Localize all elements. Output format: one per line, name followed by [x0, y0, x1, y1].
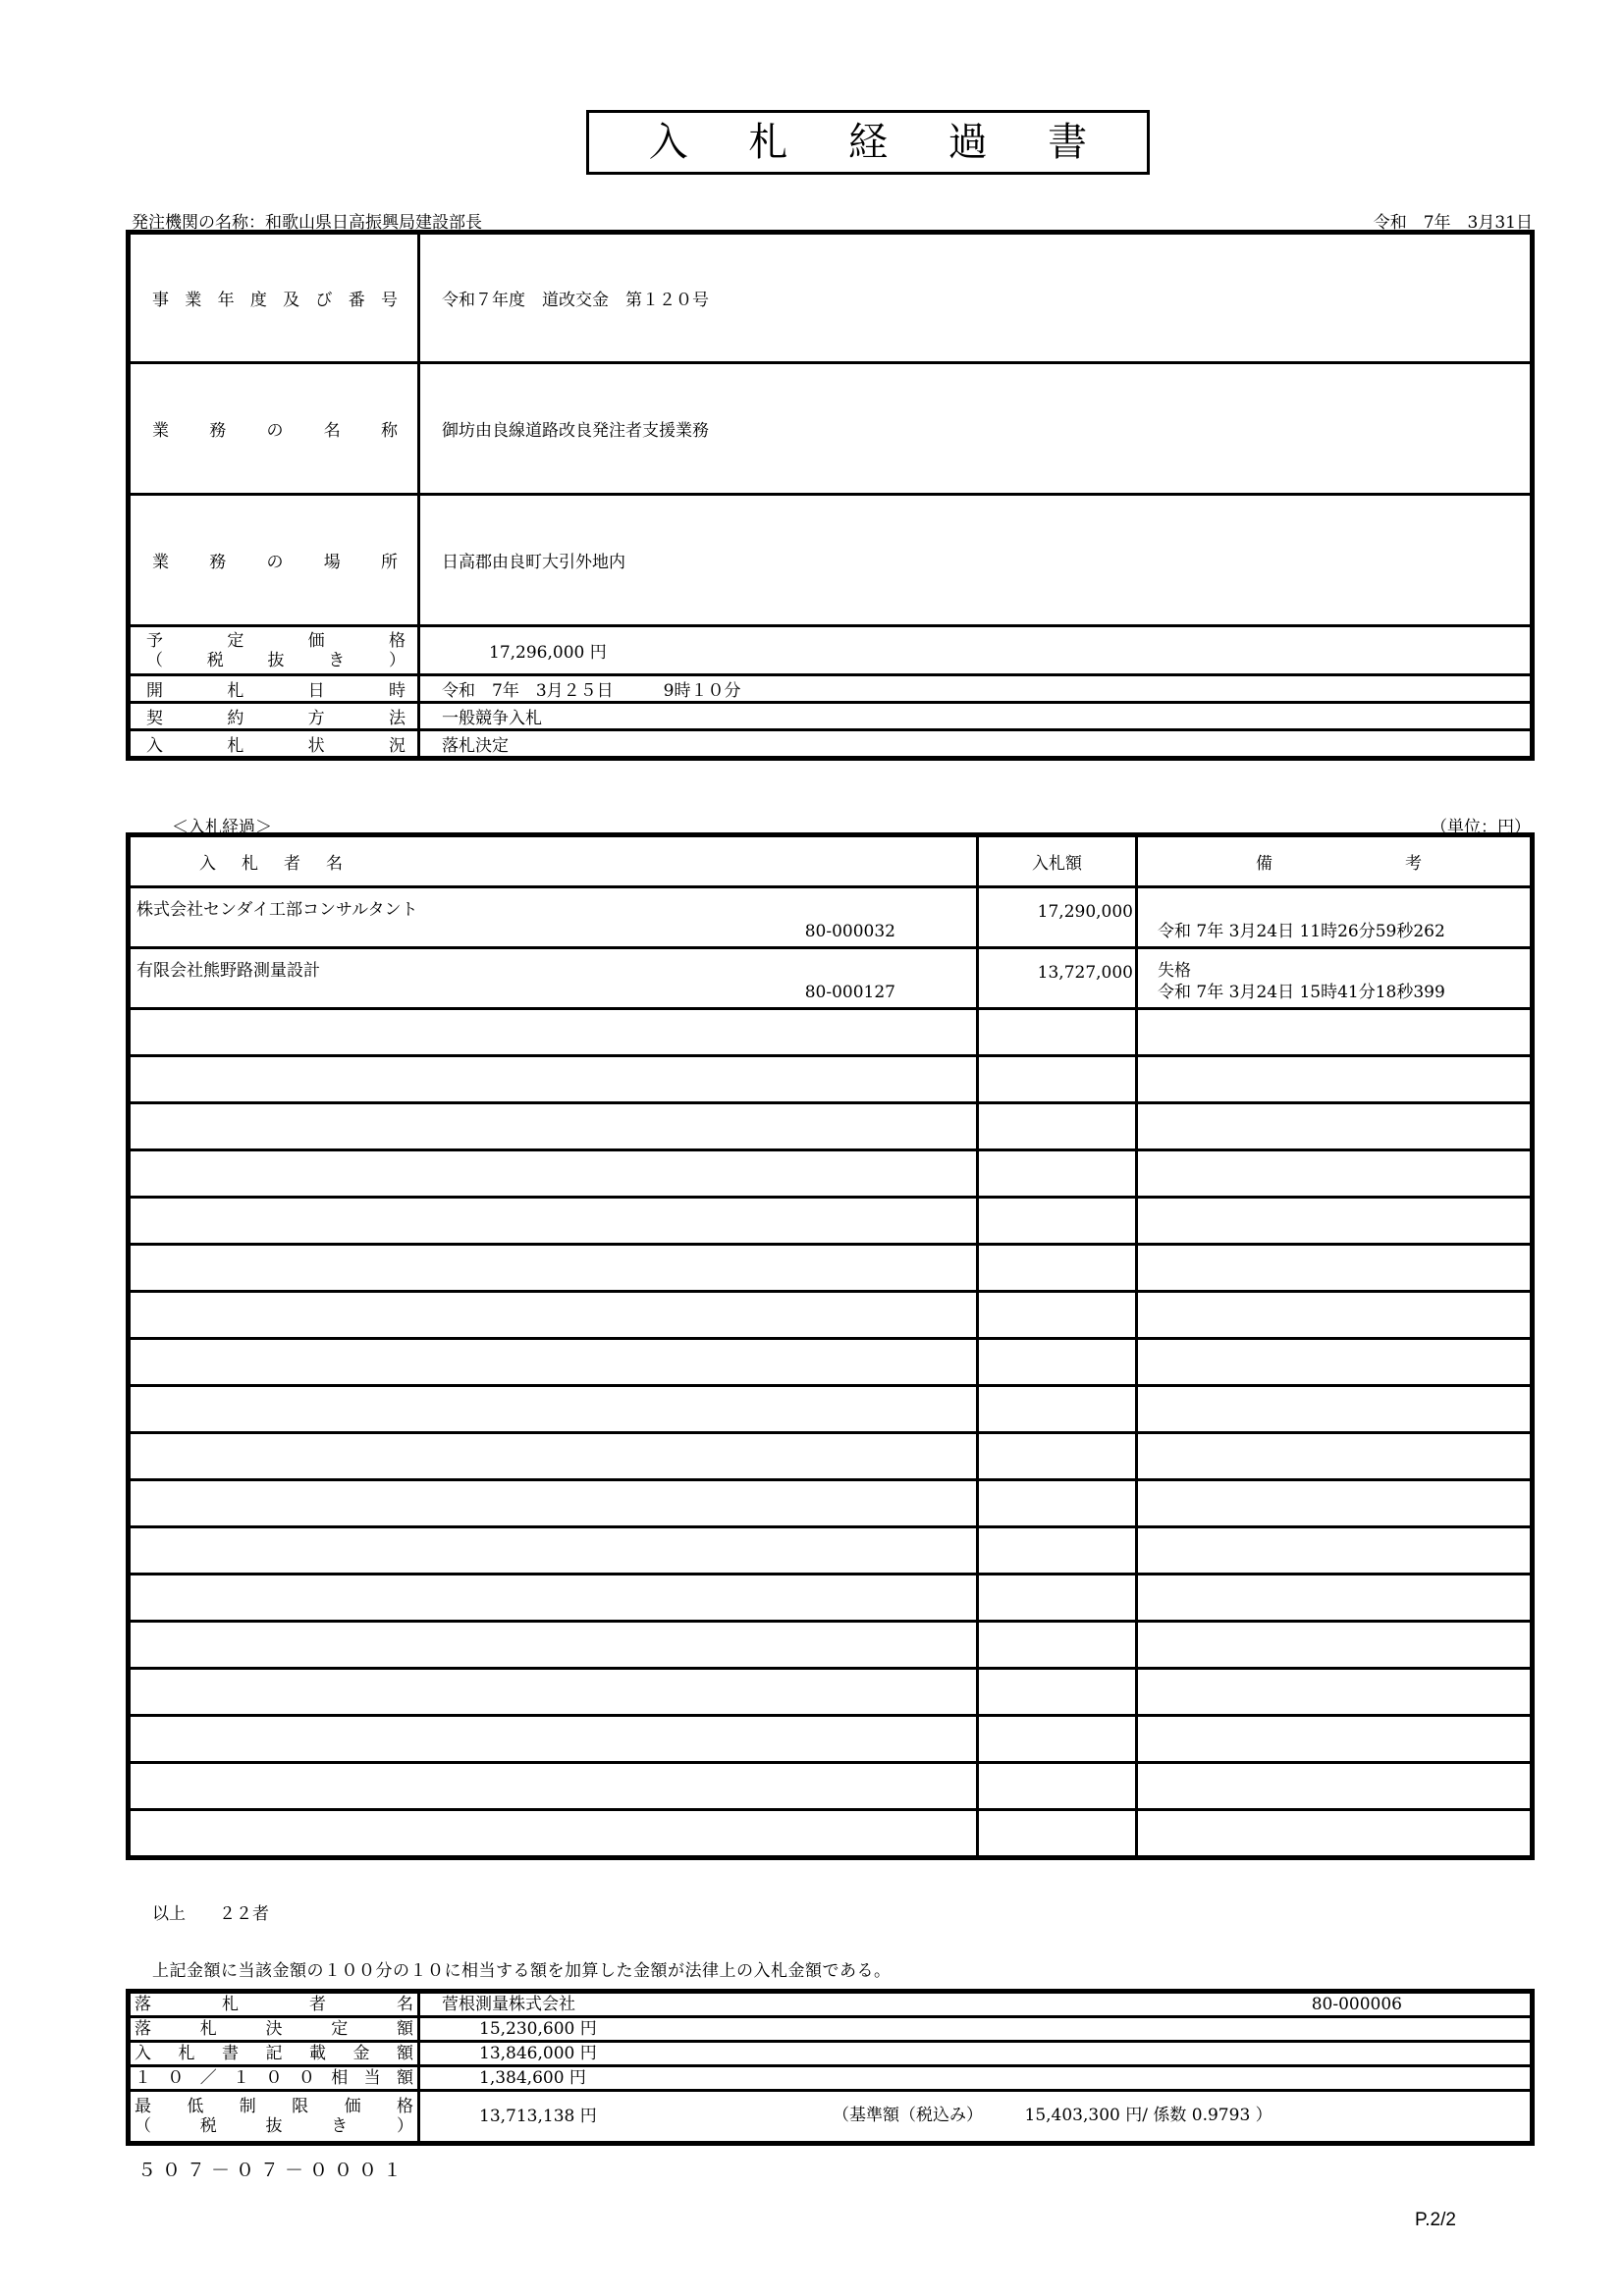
- table-row-empty: [129, 1575, 1533, 1622]
- empty-cell: [1137, 1056, 1533, 1103]
- empty-cell: [978, 1103, 1137, 1150]
- bidder-count: 以上 ２２者: [152, 1904, 269, 1924]
- empty-cell: [978, 1527, 1137, 1575]
- title-char: 過: [947, 120, 988, 165]
- label-task-location: 業 務 の 場 所: [152, 553, 398, 572]
- info-row-task-name: [129, 363, 1533, 495]
- task-name-value: 御坊由良線道路改良発注者支援業務: [419, 363, 1533, 495]
- empty-cell: [978, 1386, 1137, 1433]
- empty-cell: [129, 1433, 978, 1480]
- title-char: 経: [847, 120, 888, 165]
- info-row-planned-price: [129, 626, 1533, 675]
- bidder-code: 80-000127: [804, 983, 895, 1002]
- bid-table-header: [129, 835, 1533, 887]
- empty-cell: [978, 1198, 1137, 1245]
- empty-cell: [978, 1763, 1137, 1810]
- empty-cell: [1137, 1763, 1533, 1810]
- empty-cell: [1137, 1716, 1533, 1763]
- summary-row-min-price: [129, 2091, 1533, 2144]
- table-row-empty: [129, 1527, 1533, 1575]
- table-row-empty: [129, 1386, 1533, 1433]
- empty-cell: [129, 1339, 978, 1386]
- table-row-empty: [129, 1716, 1533, 1763]
- empty-cell: [978, 1433, 1137, 1480]
- title-char: 札: [748, 120, 788, 165]
- empty-cell: [1137, 1480, 1533, 1527]
- unit-label: （単位：円）: [1431, 818, 1531, 837]
- winner-code: 80-000006: [1311, 1995, 1402, 2014]
- empty-cell: [978, 1245, 1137, 1292]
- planned-price-value: 17,296,000 円: [419, 626, 1533, 675]
- summary-row-award-amount: [129, 2017, 1533, 2042]
- document-code: ５０７－０７－０００１: [137, 2160, 408, 2181]
- table-row: [129, 948, 1533, 1009]
- min-price-basis: （基準額（税込み） 15,403,300 円/ 係数 0.9793 ）: [833, 2106, 1272, 2125]
- label-opening-datetime: 開 札 日 時: [146, 681, 406, 701]
- remark-timestamp: 令和 7年 3月24日 15時41分18秒399: [1158, 983, 1445, 1002]
- empty-cell: [129, 1763, 978, 1810]
- empty-cell: [978, 1480, 1137, 1527]
- table-row: [129, 887, 1533, 948]
- empty-cell: [1137, 1622, 1533, 1669]
- info-row-method: [129, 703, 1533, 730]
- bid-document-amount-value: 13,846,000 円: [419, 2042, 1533, 2066]
- empty-cell: [1137, 1245, 1533, 1292]
- winner-name: 菅根測量株式会社: [442, 1995, 575, 2014]
- info-row-status: [129, 730, 1533, 759]
- empty-cell: [129, 1527, 978, 1575]
- empty-cell: [129, 1386, 978, 1433]
- label-tax-equivalent: １ ０ ／ １ ０ ０ 相 当 額: [135, 2068, 413, 2088]
- table-row-empty: [129, 1103, 1533, 1150]
- header-remarks: 備 考: [1137, 835, 1533, 887]
- empty-cell: [978, 1339, 1137, 1386]
- summary-row-bid-amount: [129, 2042, 1533, 2066]
- info-row-task-location: [129, 495, 1533, 626]
- empty-cell: [129, 1103, 978, 1150]
- min-price-value: 13,713,138 円: [479, 2107, 597, 2126]
- bidder-code: 80-000032: [804, 922, 895, 941]
- bid-progress-label: ＜入札経過＞: [172, 818, 272, 837]
- empty-cell: [129, 1009, 978, 1056]
- remark-timestamp: 令和 7年 3月24日 11時26分59秒262: [1158, 922, 1445, 941]
- empty-cell: [978, 1009, 1137, 1056]
- empty-cell: [129, 1245, 978, 1292]
- table-row-empty: [129, 1245, 1533, 1292]
- label-award-amount: 落 札 決 定 額: [135, 2019, 413, 2039]
- empty-cell: [129, 1669, 978, 1716]
- table-row-empty: [129, 1810, 1533, 1858]
- table-row-empty: [129, 1763, 1533, 1810]
- table-row-empty: [129, 1198, 1533, 1245]
- empty-cell: [978, 1716, 1137, 1763]
- label-min-price: 最 低 制 限 価 格 （ 税 抜 き ）: [135, 2097, 413, 2136]
- empty-cell: [129, 1292, 978, 1339]
- table-row-empty: [129, 1622, 1533, 1669]
- table-row-empty: [129, 1150, 1533, 1198]
- tax-equivalent-value: 1,384,600 円: [419, 2066, 1533, 2091]
- empty-cell: [129, 1810, 978, 1858]
- header-bidder-name: 入札者名: [129, 835, 978, 887]
- table-row-empty: [129, 1339, 1533, 1386]
- table-row-empty: [129, 1480, 1533, 1527]
- label-planned-price: 予 定 価 格 （ 税 抜 き ）: [146, 630, 406, 670]
- empty-cell: [1137, 1386, 1533, 1433]
- empty-cell: [1137, 1527, 1533, 1575]
- table-row-empty: [129, 1669, 1533, 1716]
- empty-cell: [978, 1150, 1137, 1198]
- empty-cell: [129, 1198, 978, 1245]
- label-bid-document-amount: 入 札 書 記 載 金 額: [135, 2044, 413, 2063]
- project-info-table: [126, 230, 1535, 761]
- table-row-empty: [129, 1009, 1533, 1056]
- info-row-project-number: [129, 233, 1533, 363]
- empty-cell: [1137, 1150, 1533, 1198]
- opening-datetime-value: 令和 7年 3月２５日 9時１０分: [419, 675, 1533, 703]
- project-number-value: 令和７年度 道改交金 第１２０号: [419, 233, 1533, 363]
- label-winner-name: 落 札 者 名: [135, 1995, 413, 2014]
- empty-cell: [978, 1575, 1137, 1622]
- bidder-name: 有限会社熊野路測量設計: [136, 961, 320, 981]
- table-row-empty: [129, 1433, 1533, 1480]
- title-char: 入: [648, 120, 688, 165]
- label-task-name: 業 務 の 名 称: [152, 421, 398, 441]
- label-contract-method: 契 約 方 法: [146, 709, 406, 728]
- orderer-name: 発注機関の名称：和歌山県日高振興局建設部長: [132, 213, 482, 233]
- label-bid-status: 入 札 状 況: [146, 736, 406, 756]
- remark-status: 失格: [1158, 961, 1191, 981]
- empty-cell: [129, 1622, 978, 1669]
- title-char: 書: [1048, 120, 1088, 165]
- empty-cell: [1137, 1810, 1533, 1858]
- tax-note: 上記金額に当該金額の１００分の１０に相当する額を加算した金額が法律上の入札金額である。: [152, 1961, 892, 1981]
- empty-cell: [978, 1056, 1137, 1103]
- empty-cell: [1137, 1103, 1533, 1150]
- bid-amount: 17,290,000: [978, 887, 1137, 948]
- empty-cell: [1137, 1292, 1533, 1339]
- empty-cell: [1137, 1009, 1533, 1056]
- document-title: [586, 110, 1150, 175]
- empty-cell: [1137, 1433, 1533, 1480]
- table-row-empty: [129, 1056, 1533, 1103]
- info-row-opening: [129, 675, 1533, 703]
- bid-results-table: [126, 832, 1535, 1860]
- award-summary-table: [126, 1989, 1535, 2146]
- empty-cell: [129, 1716, 978, 1763]
- empty-cell: [978, 1810, 1137, 1858]
- bid-amount: 13,727,000: [978, 948, 1137, 1009]
- summary-row-winner: [129, 1992, 1533, 2017]
- bid-status-value: 落札決定: [419, 730, 1533, 759]
- bidder-name: 株式会社センダイ工部コンサルタント: [136, 900, 418, 920]
- summary-row-tax-amount: [129, 2066, 1533, 2091]
- empty-cell: [129, 1480, 978, 1527]
- empty-cell: [1137, 1669, 1533, 1716]
- table-row-empty: [129, 1292, 1533, 1339]
- empty-cell: [1137, 1339, 1533, 1386]
- contract-method-value: 一般競争入札: [419, 703, 1533, 730]
- document-date: 令和 7年 3月31日: [1373, 213, 1533, 233]
- empty-cell: [978, 1669, 1137, 1716]
- empty-cell: [978, 1292, 1137, 1339]
- empty-cell: [129, 1150, 978, 1198]
- page-number: P.2/2: [1415, 2210, 1456, 2230]
- award-amount-value: 15,230,600 円: [419, 2017, 1533, 2042]
- empty-cell: [1137, 1575, 1533, 1622]
- empty-cell: [978, 1622, 1137, 1669]
- empty-cell: [1137, 1198, 1533, 1245]
- empty-cell: [129, 1056, 978, 1103]
- empty-cell: [129, 1575, 978, 1622]
- task-location-value: 日高郡由良町大引外地内: [419, 495, 1533, 626]
- label-project-year-number: 事 業 年 度 及 び 番 号: [152, 291, 398, 310]
- header-bid-amount: 入札額: [978, 835, 1137, 887]
